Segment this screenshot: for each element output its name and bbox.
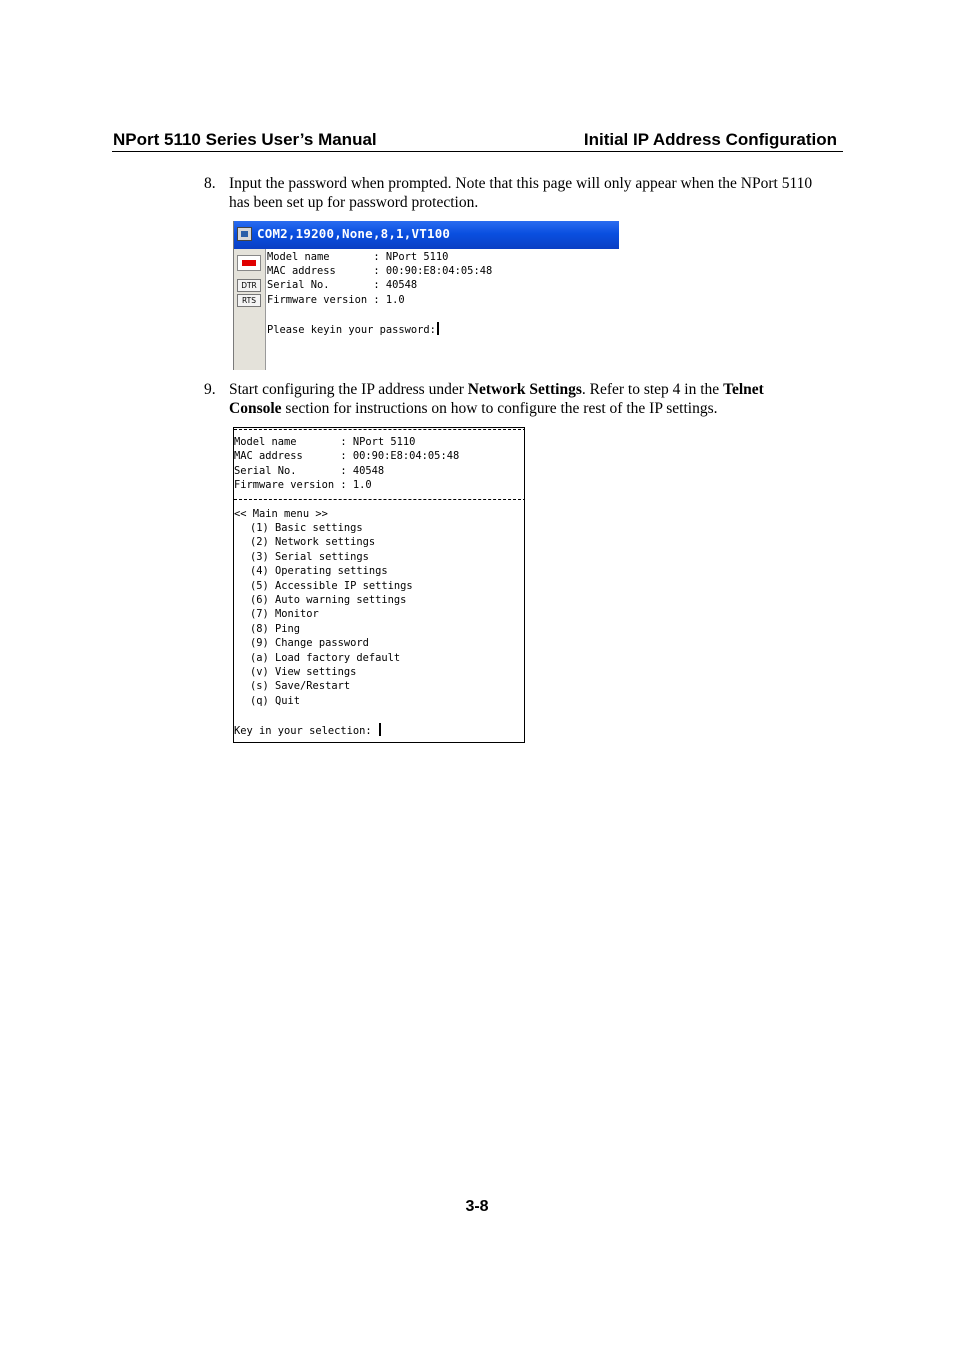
terminal-window-password [233,221,619,370]
step-8-line-2: has been set up for password protection. [229,194,479,211]
info-line: Model name : NPort 5110 [234,436,416,448]
step-9-text: . Refer to step 4 in the [581,381,724,398]
password-prompt-text: Please keyin your password: [267,324,436,336]
step-9-line-2 [229,399,844,418]
menu-item-ping[interactable]: (8) Ping [250,623,301,635]
page-number: 3-8 [465,1198,489,1215]
menu-item-save-restart[interactable]: (s) Save/Restart [250,680,351,692]
terminal-app-icon [237,227,252,241]
step-9 [204,380,844,418]
selection-prompt-text: Key in your selection: [234,725,378,737]
menu-item-quit[interactable]: (q) Quit [250,695,301,707]
step-9-bold-network-settings: Network Settings [467,381,582,398]
terminal-line: Model name : NPort 5110 [267,251,449,263]
menu-item-basic-settings[interactable]: (1) Basic settings [250,522,363,534]
step-9-bold-telnet: Telnet [723,381,764,398]
terminal-line: Serial No. : 40548 [267,279,418,291]
menu-item-operating-settings[interactable]: (4) Operating settings [250,565,388,577]
terminal-sidebar [234,249,266,370]
rts-button[interactable]: RTS [237,294,261,307]
step-9-text: Start configuring the IP address under [229,381,468,398]
dtr-button[interactable]: DTR [237,279,261,292]
divider [234,429,525,430]
header-section-title: Initial IP Address Configuration [583,130,837,149]
terminal-title-bar [234,221,619,249]
console-main-menu [233,427,525,743]
menu-title: << Main menu >> [234,508,328,520]
status-led-icon [237,255,261,271]
header-manual-title: NPort 5110 Series User’s Manual [113,130,377,149]
menu-item-change-password[interactable]: (9) Change password [250,637,369,649]
terminal-line: Firmware version : 1.0 [267,294,405,306]
menu-item-view-settings[interactable]: (v) View settings [250,666,357,678]
step-9-text: section for instructions on how to configure the rest of the IP settings. [281,400,718,417]
step-8-number: 8. [204,175,216,192]
terminal-line: MAC address : 00:90:E8:04:05:48 [267,265,493,277]
terminal-title: COM2,19200,None,8,1,VT100 [257,226,451,241]
step-9-number: 9. [204,381,216,398]
password-prompt [267,322,439,336]
menu-item-accessible-ip-settings[interactable]: (5) Accessible IP settings [250,580,413,592]
info-line: MAC address : 00:90:E8:04:05:48 [234,450,460,462]
text-cursor-icon [437,322,439,335]
menu-item-load-factory-default[interactable]: (a) Load factory default [250,652,401,664]
step-8-line-1: Input the password when prompted. Note that this page will only appear when the NPort 5110 [229,175,813,192]
menu-item-auto-warning-settings[interactable]: (6) Auto warning settings [250,594,407,606]
menu-item-network-settings[interactable]: (2) Network settings [250,536,376,548]
info-line: Serial No. : 40548 [234,465,385,477]
menu-item-serial-settings[interactable]: (3) Serial settings [250,551,369,563]
step-9-bold-console: Console [229,400,282,417]
text-cursor-icon [379,723,381,736]
divider [234,499,525,500]
step-9-line-1 [229,380,844,399]
menu-item-monitor[interactable]: (7) Monitor [250,608,319,620]
selection-prompt [234,723,381,737]
info-line: Firmware version : 1.0 [234,479,372,491]
header-rule [112,151,843,152]
step-8 [204,174,844,212]
